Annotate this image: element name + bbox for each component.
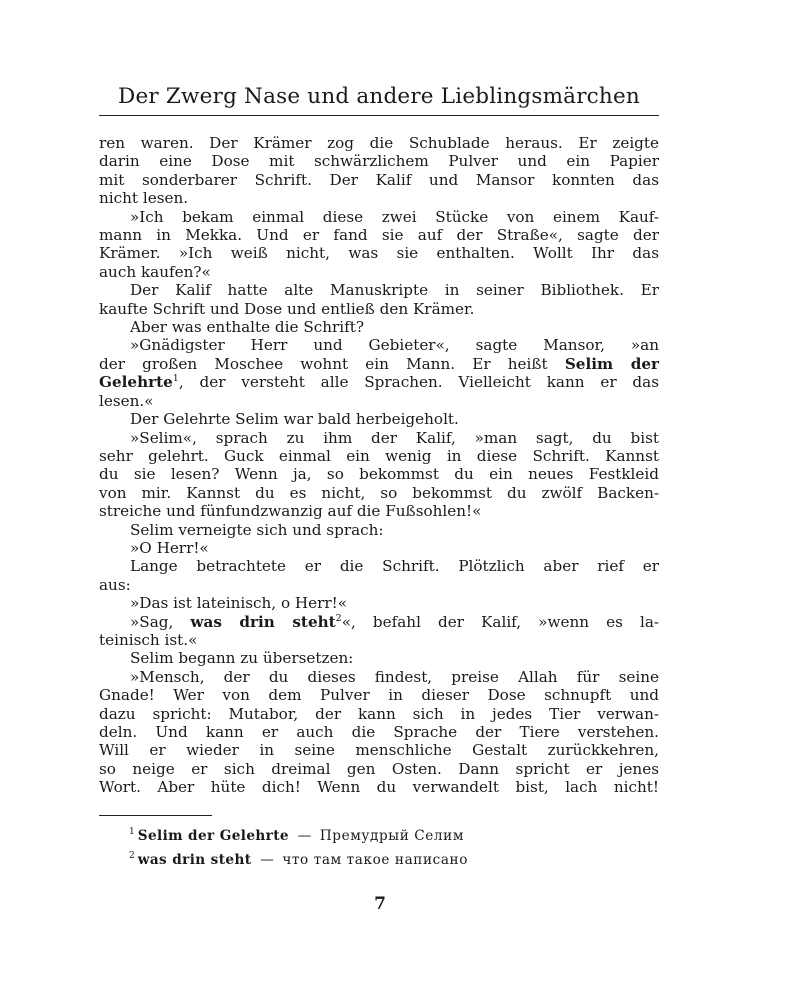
text-line: mit sonderbarer Schrift. Der Kalif und Mansor konnten das <box>99 170 659 189</box>
text-line: Will er wieder in seine menschliche Gestalt zurückkehren, <box>99 741 659 760</box>
text-line: ren waren. Der Krämer zog die Schublade heraus. Er zeigte <box>99 134 659 152</box>
text-line: du sie lesen? Wenn ja, so bekommst du ein neues Festkleid <box>99 465 659 484</box>
text-line: Gelehrte$^1$, der versteht alle Sprachen. Vielleicht kann er das <box>99 373 659 392</box>
text-line: Lange betrachtete er die Schrift. Plötzlich aber rief er <box>130 557 659 576</box>
text-line: »O Herr!« <box>130 538 209 557</box>
footnote-ref: 2 <box>335 612 342 624</box>
text-line: dazu spricht: Mutabor, der kann sich in jedes Tier verwan- <box>99 704 659 723</box>
text-line: Gnade! Wer von dem Pulver in dieser Dose schnupft und <box>99 686 659 705</box>
text-line: darin eine Dose mit schwärzlichem Pulver und ein Papier <box>99 152 659 171</box>
text-line: »Ich bekam einmal diese zwei Stücke von einem Kauf- <box>130 207 659 226</box>
footnote-number: 2 <box>129 851 135 862</box>
page-number: 7 <box>374 894 386 914</box>
footnote-dash: — <box>260 852 274 868</box>
text-line: Wort. Aber hüte dich! Wenn du verwandelt bist, lach nicht! <box>99 778 659 797</box>
text-line: »Mensch, der du dieses findest, preise Allah für seine <box>130 667 659 686</box>
footnotes <box>129 824 649 872</box>
text-line: so neige er sich dreimal gen Osten. Dann spricht er jenes <box>99 759 659 778</box>
text-line: auch kaufen?« <box>99 262 211 281</box>
text-line: der großen Moschee wohnt ein Mann. Er heißt Selim der <box>99 354 660 373</box>
text-line: Krämer. »Ich weiß nicht, was sie enthalten. Wollt Ihr das <box>99 244 659 263</box>
text-line: Der Kalif hatte alte Manuskripte in seiner Bibliothek. Er <box>130 281 659 300</box>
footnote-divider <box>99 815 212 816</box>
book-title: Der Zwerg Nase und andere Lieblingsmärchen <box>118 84 640 109</box>
text-line: teinisch ist.« <box>99 630 198 649</box>
body-text <box>99 134 659 797</box>
text-line: Der Gelehrte Selim war bald herbeigeholt. <box>130 410 459 429</box>
text-line: nicht lesen. <box>99 189 189 208</box>
footnote-translation: Премудрый Селим <box>319 828 465 844</box>
text-line: Selim begann zu übersetzen: <box>130 649 354 668</box>
footnote-ref: 1 <box>172 373 179 385</box>
text-line: »Sag, was drin steht$^2$«, befahl der Kalif, »wenn es la- <box>130 612 659 631</box>
footnote <box>129 848 649 872</box>
glossed-term: Selim der <box>564 354 660 373</box>
text-line: deln. Und kann er auch die Sprache der Tiere verstehen. <box>99 723 659 741</box>
text-line: »Das ist lateinisch, o Herr!« <box>130 594 348 613</box>
footnote-term: was drin steht <box>137 852 252 868</box>
text-line: streiche und fünfundzwanzig auf die Fußsohlen!« <box>99 502 482 521</box>
footnote <box>129 824 649 848</box>
footnote-translation: что там такое написано <box>282 852 468 868</box>
text-line: lesen.« <box>99 391 154 410</box>
text-line: Selim verneigte sich und sprach: <box>130 520 384 539</box>
text-line: »Gnädigster Herr und Gebieter«, sagte Mansor, »an <box>130 336 659 355</box>
text-line: »Selim«, sprach zu ihm der Kalif, »man sagt, du bist <box>130 428 659 447</box>
text-line: aus: <box>99 575 131 594</box>
text-line: Aber was enthalte die Schrift? <box>130 318 364 337</box>
text-line: mann in Mekka. Und er fand sie auf der Straße«, sagte der <box>99 226 659 245</box>
text-line: von mir. Kannst du es nicht, so bekommst du zwölf Backen- <box>99 483 659 502</box>
text-line: sehr gelehrt. Guck einmal ein wenig in diese Schrift. Kannst <box>99 446 659 465</box>
footnote-term: Selim der Gelehrte <box>137 828 289 844</box>
text-line: kaufte Schrift und Dose und entließ den Krämer. <box>99 299 475 318</box>
page-header <box>99 84 659 116</box>
glossed-term: was drin steht <box>190 612 336 631</box>
footnote-number: 1 <box>129 827 135 838</box>
glossed-term: Gelehrte <box>99 373 173 392</box>
footnote-dash: — <box>297 828 312 844</box>
